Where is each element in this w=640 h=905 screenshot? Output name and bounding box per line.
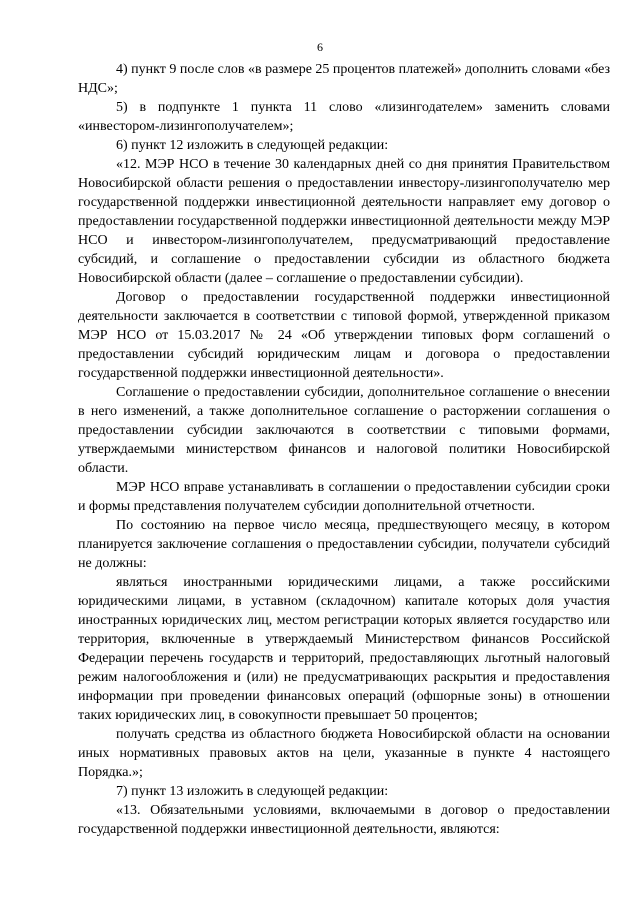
paragraph: МЭР НСО вправе устанавливать в соглашении о предоставлении субсидии сроки и формы представления получателем субсидии дополнительной отчетности. [78, 480, 610, 514]
document-body [78, 60, 610, 839]
paragraph: получать средства из областного бюджета Новосибирской области на основании иных нормативных правовых актов на цели, указанные в пункте 4 настоящего Порядка.»; [78, 727, 610, 780]
paragraph: 5) в подпункте 1 пункта 11 слово «лизингодателем» заменить словами «инвестором-лизингополучателем»; [78, 100, 610, 134]
paragraph: «12. МЭР НСО в течение 30 календарных дней со дня принятия Правительством Новосибирской области решения о предоставлении инвестору-лизингополучателю мер государственной поддержки инвестиционной деятельности направляет ему договор о предоставлении государственной поддержки инвестиционной деятельности между МЭР НСО и инвестором-лизингополучателем, предусматривающий предоставление субсидий, и соглашение о предоставлении субсидии из областного бюджета Новосибирской области (далее – соглашение о предоставлении субсидии). [78, 157, 610, 286]
paragraph: По состоянию на первое число месяца, предшествующего месяцу, в котором планируется заключение соглашения о предоставлении субсидии, получатели субсидий не должны: [78, 518, 610, 571]
paragraph: Договор о предоставлении государственной поддержки инвестиционной деятельности заключается в соответствии с типовой формой, утвержденной приказом МЭР НСО от 15.03.2017 № 24 «Об утверждении типовых форм соглашений о предоставлении субсидий юридическим лицам и договора о предоставлении государственной поддержки инвестиционной деятельности». [78, 290, 610, 381]
paragraph: 4) пункт 9 после слов «в размере 25 процентов платежей» дополнить словами «без НДС»; [78, 62, 610, 96]
paragraph: 6) пункт 12 изложить в следующей редакции: [116, 138, 389, 153]
paragraph: «13. Обязательными условиями, включаемыми в договор о предоставлении государственной поддержки инвестиционной деятельности, являются: [78, 803, 610, 837]
paragraph: 7) пункт 13 изложить в следующей редакции: [116, 784, 389, 799]
page-number: 6 [317, 40, 323, 54]
paragraph: Соглашение о предоставлении субсидии, дополнительное соглашение о внесении в него изменений, а также дополнительное соглашение о расторжении соглашения о предоставлении субсидии заключаются в соответствии с типовыми формами, утверждаемыми министерством финансов и налоговой политики Новосибирской области. [78, 385, 610, 476]
paragraph: являться иностранными юридическими лицами, а также российскими юридическими лицами, в уставном (складочном) капитале которых доля участия иностранных юридических лиц, местом регистрации которых является государство или территория, включенные в утверждаемый Министерством финансов Российской Федерации перечень государств и территорий, предоставляющих льготный налоговый режим налогообложения и (или) не предусматривающих раскрытия и предоставления информации при проведении финансовых операций (офшорные зоны) в отношении таких юридических лиц, в совокупности превышает 50 процентов; [78, 575, 610, 723]
